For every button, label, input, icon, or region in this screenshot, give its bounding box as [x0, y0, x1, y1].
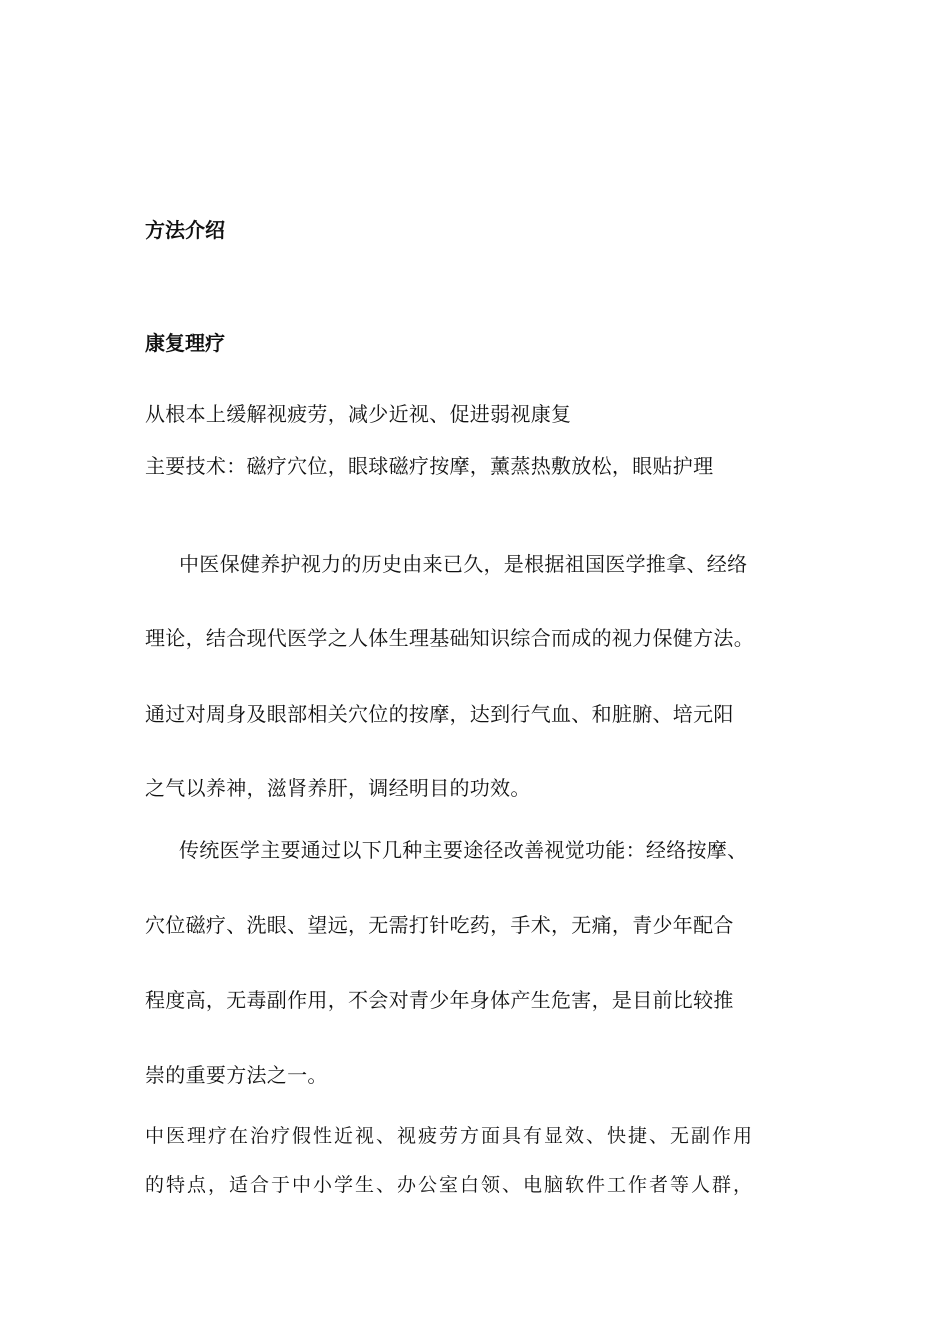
subsection-title: 康复理疗 — [145, 331, 225, 355]
intro-line: 从根本上缓解视疲劳，减少近视、促进弱视康复 — [145, 402, 572, 426]
section-title: 方法介绍 — [145, 218, 225, 242]
paragraph-line: 通过对周身及眼部相关穴位的按摩，达到行气血、和脏腑、培元阳 — [145, 702, 734, 726]
paragraph-line: 传统医学主要通过以下几种主要途径改善视觉功能：经络按摩、 — [179, 838, 748, 862]
paragraph-line: 之气以养神，滋肾养肝，调经明目的功效。 — [145, 776, 531, 800]
paragraph-line: 的特点，适合于中小学生、办公室白领、电脑软件工作者等人群， — [145, 1174, 755, 1196]
paragraph-line: 中医理疗在治疗假性近视、视疲劳方面具有显效、快捷、无副作用 — [145, 1125, 755, 1147]
intro-line: 主要技术：磁疗穴位，眼球磁疗按摩，薰蒸热敷放松，眼贴护理 — [145, 454, 714, 478]
paragraph-line: 程度高，无毒副作用，不会对青少年身体产生危害，是目前比较推 — [145, 988, 734, 1012]
paragraph-line: 穴位磁疗、洗眼、望远，无需打针吃药，手术，无痛，青少年配合 — [145, 913, 734, 937]
paragraph-line: 中医保健养护视力的历史由来已久，是根据祖国医学推拿、经络 — [179, 552, 748, 576]
paragraph-line: 崇的重要方法之一。 — [145, 1063, 328, 1087]
paragraph-line: 理论，结合现代医学之人体生理基础知识综合而成的视力保健方法。 — [145, 626, 754, 650]
